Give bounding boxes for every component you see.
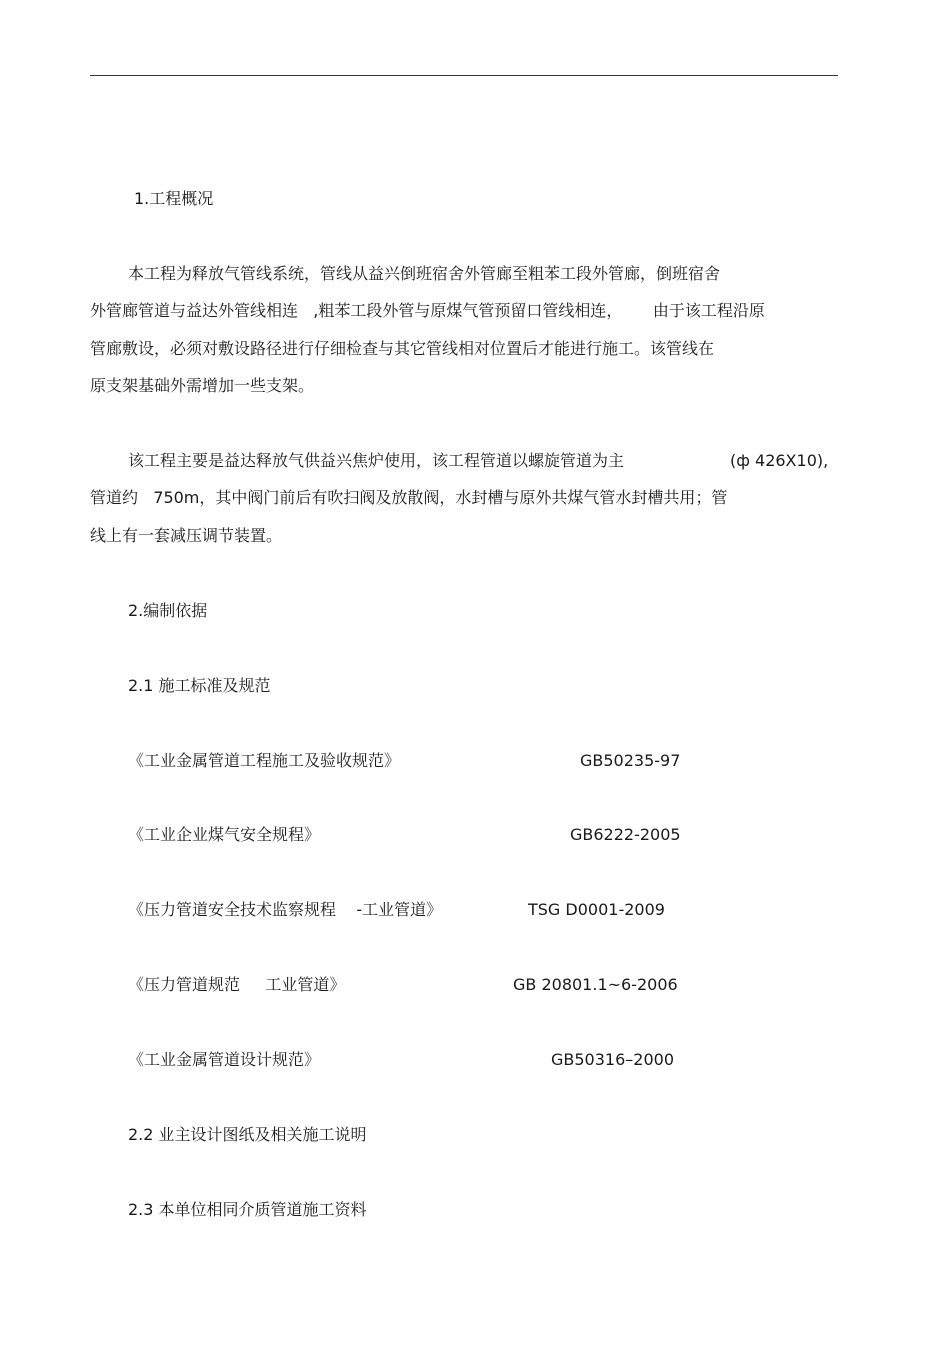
overview-para1-line3: 管廊敷设，必须对敷设路径进行仔细检查与其它管线相对位置后才能进行施工。该管线在 [90, 339, 715, 358]
standard-code: GB6222-2005 [570, 825, 681, 844]
header-rule [90, 75, 838, 76]
standard-name: 《压力管道规范 工业管道》 [128, 975, 346, 994]
subheading-standards: 2.1 施工标准及规范 [128, 676, 271, 695]
standard-name: 《压力管道安全技术监察规程 -工业管道》 [128, 900, 443, 919]
subheading-company-data: 2.3 本单位相同介质管道施工资料 [128, 1200, 367, 1219]
standard-code: GB 20801.1~6-2006 [513, 975, 678, 994]
overview-para2-line1: 该工程主要是益达释放气供益兴焦炉使用，该工程管道以螺旋管道为主 [128, 451, 625, 470]
standard-code: GB50235-97 [580, 751, 681, 770]
overview-para2-pipe-spec: (ф 426X10), [730, 451, 829, 470]
overview-para1-line1: 本工程为释放气管线系统，管线从益兴倒班宿舍外管廊至粗苯工段外管廊，倒班宿舍 [128, 264, 721, 283]
overview-para1-line2: 外管廊管道与益达外管线相连 ,粗苯工段外管与原煤气管预留口管线相连， 由于该工程沿原 [90, 301, 765, 320]
overview-para2-line2: 管道约 750m，其中阀门前后有吹扫阀及放散阀，水封槽与原外共煤气管水封槽共用；管 [90, 488, 728, 507]
standard-name: 《工业金属管道工程施工及验收规范》 [128, 751, 401, 770]
standard-code: TSG D0001-2009 [528, 900, 665, 919]
standard-name: 《工业企业煤气安全规程》 [128, 825, 321, 844]
section-heading-basis: 2.编制依据 [128, 601, 208, 620]
standard-name: 《工业金属管道设计规范》 [128, 1050, 321, 1069]
subheading-owner-drawings: 2.2 业主设计图纸及相关施工说明 [128, 1125, 367, 1144]
standard-code: GB50316–2000 [551, 1050, 674, 1069]
overview-para2-line3: 线上有一套减压调节装置。 [90, 526, 283, 545]
section-heading-overview: 1.工程概况 [134, 189, 214, 208]
overview-para1-line4: 原支架基础外需增加一些支架。 [90, 376, 315, 395]
